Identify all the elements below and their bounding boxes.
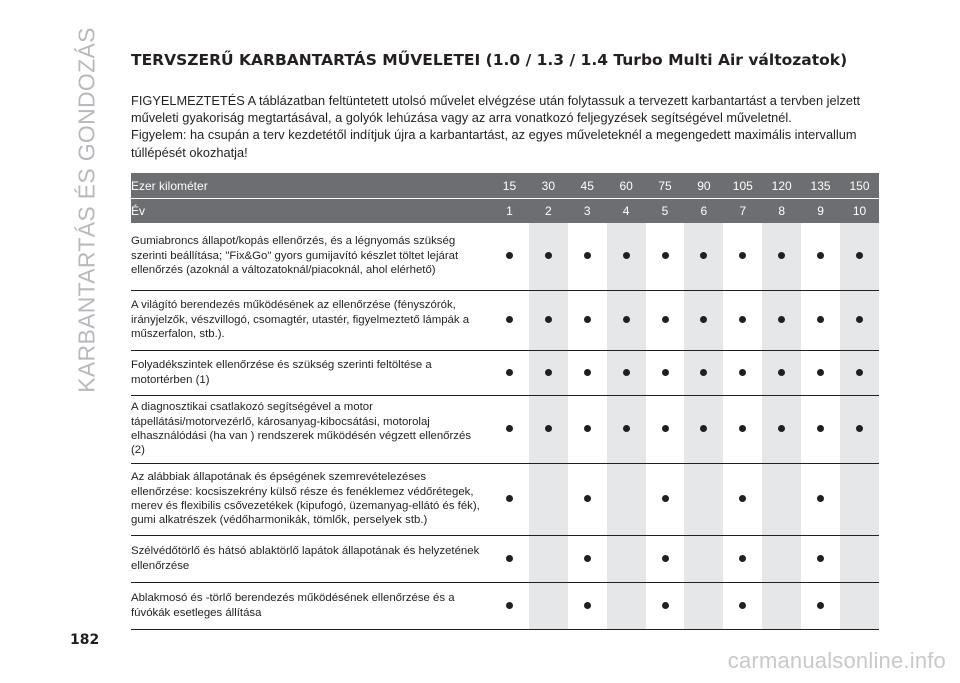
km-header-cell: 90: [684, 173, 723, 198]
scheduled-dot-icon: [700, 252, 707, 259]
year-header-cell: 4: [607, 198, 646, 223]
scheduled-dot-icon: [817, 602, 824, 609]
interval-cell: [684, 583, 723, 630]
scheduled-dot-icon: [739, 369, 746, 376]
interval-cell: [762, 583, 801, 630]
maintenance-table: [131, 173, 879, 630]
interval-cell: [607, 396, 646, 464]
scheduled-dot-icon: [506, 495, 513, 502]
interval-cell: [762, 536, 801, 583]
scheduled-dot-icon: [778, 252, 785, 259]
interval-cell: [490, 536, 529, 583]
interval-cell: [723, 464, 762, 536]
scheduled-dot-icon: [506, 425, 513, 432]
scheduled-dot-icon: [506, 369, 513, 376]
interval-cell: [840, 291, 879, 351]
table-row: [131, 583, 879, 630]
table-row: [131, 536, 879, 583]
scheduled-dot-icon: [506, 316, 513, 323]
interval-cell: [684, 223, 723, 291]
scheduled-dot-icon: [584, 425, 591, 432]
scheduled-dot-icon: [700, 316, 707, 323]
scheduled-dot-icon: [623, 316, 630, 323]
scheduled-dot-icon: [506, 555, 513, 562]
scheduled-dot-icon: [739, 425, 746, 432]
interval-cell: [840, 223, 879, 291]
operation-description: Szélvédőtörlő és hátsó ablaktörlő lapátok állapotának és helyzetének ellenőrzése: [131, 536, 490, 583]
table-row: [131, 396, 879, 464]
interval-cell: [646, 536, 685, 583]
watermark: carmanualsonline.info: [727, 648, 946, 673]
scheduled-dot-icon: [545, 425, 552, 432]
interval-cell: [607, 583, 646, 630]
interval-cell: [762, 351, 801, 396]
table-row: [131, 351, 879, 396]
scheduled-dot-icon: [662, 252, 669, 259]
interval-cell: [646, 464, 685, 536]
side-section-label: [62, 27, 112, 393]
scheduled-dot-icon: [662, 425, 669, 432]
page-title: TERVSZERŰ KARBANTARTÁS MŰVELETEI (1.0 / 1.3 / 1.4 Turbo Multi Air változatok): [131, 51, 848, 69]
interval-cell: [490, 396, 529, 464]
scheduled-dot-icon: [584, 495, 591, 502]
note-paragraph: Figyelem: ha csupán a terv kezdetétől indítjuk újra a karbantartást, az egyes műveleteknél a megengedett maximális intervallum túllépését okozhatja!: [131, 127, 857, 160]
side-section-text: KARBANTARTÁS ÉS GONDOZÁS: [73, 27, 100, 393]
interval-cell: [684, 536, 723, 583]
scheduled-dot-icon: [817, 316, 824, 323]
scheduled-dot-icon: [623, 252, 630, 259]
year-header-cell: 2: [529, 198, 568, 223]
scheduled-dot-icon: [662, 555, 669, 562]
interval-cell: [801, 223, 840, 291]
scheduled-dot-icon: [817, 555, 824, 562]
scheduled-dot-icon: [739, 555, 746, 562]
year-header-cell: 3: [568, 198, 607, 223]
interval-cell: [529, 396, 568, 464]
scheduled-dot-icon: [778, 369, 785, 376]
scheduled-dot-icon: [856, 316, 863, 323]
scheduled-dot-icon: [584, 252, 591, 259]
scheduled-dot-icon: [662, 369, 669, 376]
interval-cell: [529, 536, 568, 583]
interval-cell: [840, 396, 879, 464]
scheduled-dot-icon: [545, 316, 552, 323]
scheduled-dot-icon: [662, 602, 669, 609]
year-header-cell: 8: [762, 198, 801, 223]
interval-cell: [568, 583, 607, 630]
interval-cell: [723, 291, 762, 351]
operation-description: Gumiabroncs állapot/kopás ellenőrzés, és a légnyomás szükség szerinti beállítása; "Fix&Go" gyors gumijavító készlet töltet lejárat ellenőrzés (azoknál a változatoknál/piacoknál, ahol elérhető): [131, 223, 490, 291]
interval-cell: [840, 583, 879, 630]
km-header-label: Ezer kilométer: [131, 173, 490, 198]
scheduled-dot-icon: [856, 252, 863, 259]
km-header-cell: 60: [607, 173, 646, 198]
interval-cell: [840, 351, 879, 396]
interval-cell: [801, 464, 840, 536]
scheduled-dot-icon: [545, 369, 552, 376]
interval-cell: [801, 291, 840, 351]
interval-cell: [607, 351, 646, 396]
km-header-cell: 75: [646, 173, 685, 198]
interval-cell: [607, 291, 646, 351]
scheduled-dot-icon: [739, 495, 746, 502]
operation-description: Folyadékszintek ellenőrzése és szükség szerinti feltöltése a motortérben (1): [131, 351, 490, 396]
year-header-cell: 7: [723, 198, 762, 223]
interval-cell: [801, 396, 840, 464]
operation-description: Az alábbiak állapotának és épségének szemrevételezéses ellenőrzése: kocsiszekrény külső része és fenéklemez védőrétegek, merev és flexibilis csővezetékek (kipufogó, üzemanyag-ellátó és fék), gumi alkatrészek (védőharmonikák, tömlők, perselyek stb.): [131, 464, 490, 536]
scheduled-dot-icon: [817, 369, 824, 376]
scheduled-dot-icon: [856, 369, 863, 376]
year-header-row: [131, 198, 879, 223]
scheduled-dot-icon: [739, 252, 746, 259]
km-header-cell: 15: [490, 173, 529, 198]
scheduled-dot-icon: [700, 425, 707, 432]
interval-cell: [529, 464, 568, 536]
year-header-cell: 6: [684, 198, 723, 223]
year-header-cell: 5: [646, 198, 685, 223]
interval-cell: [568, 291, 607, 351]
scheduled-dot-icon: [506, 252, 513, 259]
interval-cell: [529, 291, 568, 351]
scheduled-dot-icon: [545, 252, 552, 259]
interval-cell: [684, 291, 723, 351]
table-row: [131, 291, 879, 351]
km-header-cell: 135: [801, 173, 840, 198]
km-header-cell: 30: [529, 173, 568, 198]
interval-cell: [684, 351, 723, 396]
interval-cell: [646, 351, 685, 396]
interval-cell: [801, 351, 840, 396]
interval-cell: [723, 351, 762, 396]
page-number: 182: [70, 632, 100, 648]
scheduled-dot-icon: [817, 252, 824, 259]
interval-cell: [646, 396, 685, 464]
scheduled-dot-icon: [778, 316, 785, 323]
operation-description: Ablakmosó és -törlő berendezés működésének ellenőrzése és a fúvókák esetleges állítása: [131, 583, 490, 630]
interval-cell: [607, 536, 646, 583]
scheduled-dot-icon: [817, 425, 824, 432]
interval-cell: [762, 464, 801, 536]
interval-cell: [723, 223, 762, 291]
interval-cell: [607, 464, 646, 536]
year-header-label: Év: [131, 198, 490, 223]
interval-cell: [529, 583, 568, 630]
interval-cell: [840, 464, 879, 536]
interval-cell: [684, 464, 723, 536]
interval-cell: [529, 223, 568, 291]
scheduled-dot-icon: [584, 555, 591, 562]
scheduled-dot-icon: [739, 602, 746, 609]
scheduled-dot-icon: [584, 316, 591, 323]
scheduled-dot-icon: [623, 425, 630, 432]
scheduled-dot-icon: [623, 369, 630, 376]
interval-cell: [568, 536, 607, 583]
interval-cell: [568, 223, 607, 291]
interval-cell: [490, 291, 529, 351]
year-header-cell: 9: [801, 198, 840, 223]
table-row: [131, 464, 879, 536]
maintenance-rows: [131, 223, 879, 630]
km-header-cell: 45: [568, 173, 607, 198]
scheduled-dot-icon: [856, 425, 863, 432]
interval-cell: [529, 351, 568, 396]
interval-cell: [801, 583, 840, 630]
interval-cell: [646, 291, 685, 351]
interval-cell: [490, 583, 529, 630]
scheduled-dot-icon: [584, 369, 591, 376]
interval-cell: [607, 223, 646, 291]
interval-cell: [684, 396, 723, 464]
interval-cell: [568, 396, 607, 464]
scheduled-dot-icon: [817, 495, 824, 502]
interval-cell: [490, 351, 529, 396]
interval-cell: [646, 223, 685, 291]
km-header-row: [131, 173, 879, 198]
km-header-cell: 120: [762, 173, 801, 198]
interval-cell: [490, 223, 529, 291]
interval-cell: [762, 291, 801, 351]
interval-cell: [723, 396, 762, 464]
interval-cell: [801, 536, 840, 583]
interval-cell: [723, 536, 762, 583]
scheduled-dot-icon: [739, 316, 746, 323]
interval-cell: [723, 583, 762, 630]
interval-cell: [840, 536, 879, 583]
km-header-cell: 105: [723, 173, 762, 198]
interval-cell: [762, 396, 801, 464]
scheduled-dot-icon: [662, 316, 669, 323]
scheduled-dot-icon: [662, 495, 669, 502]
scheduled-dot-icon: [506, 602, 513, 609]
intro-text: [131, 92, 883, 161]
scheduled-dot-icon: [778, 425, 785, 432]
year-header-cell: 1: [490, 198, 529, 223]
year-header-cell: 10: [840, 198, 879, 223]
interval-cell: [568, 351, 607, 396]
km-header-cell: 150: [840, 173, 879, 198]
operation-description: A világító berendezés működésének az ellenőrzése (fényszórók, irányjelzők, vészvillogó, csomagtér, utastér, figyelmeztető lámpák a műszerfalon, stb.).: [131, 291, 490, 351]
interval-cell: [646, 583, 685, 630]
table-row: [131, 223, 879, 291]
interval-cell: [490, 464, 529, 536]
interval-cell: [762, 223, 801, 291]
scheduled-dot-icon: [700, 369, 707, 376]
operation-description: A diagnosztikai csatlakozó segítségével a motor tápellátási/motorvezérlő, károsanyag-kibocsátási, motorolaj elhasználódási (ha van ) rendszerek működésén végzett ellenőrzés (2): [131, 396, 490, 464]
scheduled-dot-icon: [584, 602, 591, 609]
warning-paragraph: FIGYELMEZTETÉS A táblázatban feltüntetett utolsó művelet elvégzése után folytassuk a tervezett karbantartást a tervben jelzett műveleti gyakoriság megtartásával, a golyók lehúzása vagy az arra vonatkozó feljegyzések segítségével műveletnél.: [131, 93, 861, 126]
interval-cell: [568, 464, 607, 536]
